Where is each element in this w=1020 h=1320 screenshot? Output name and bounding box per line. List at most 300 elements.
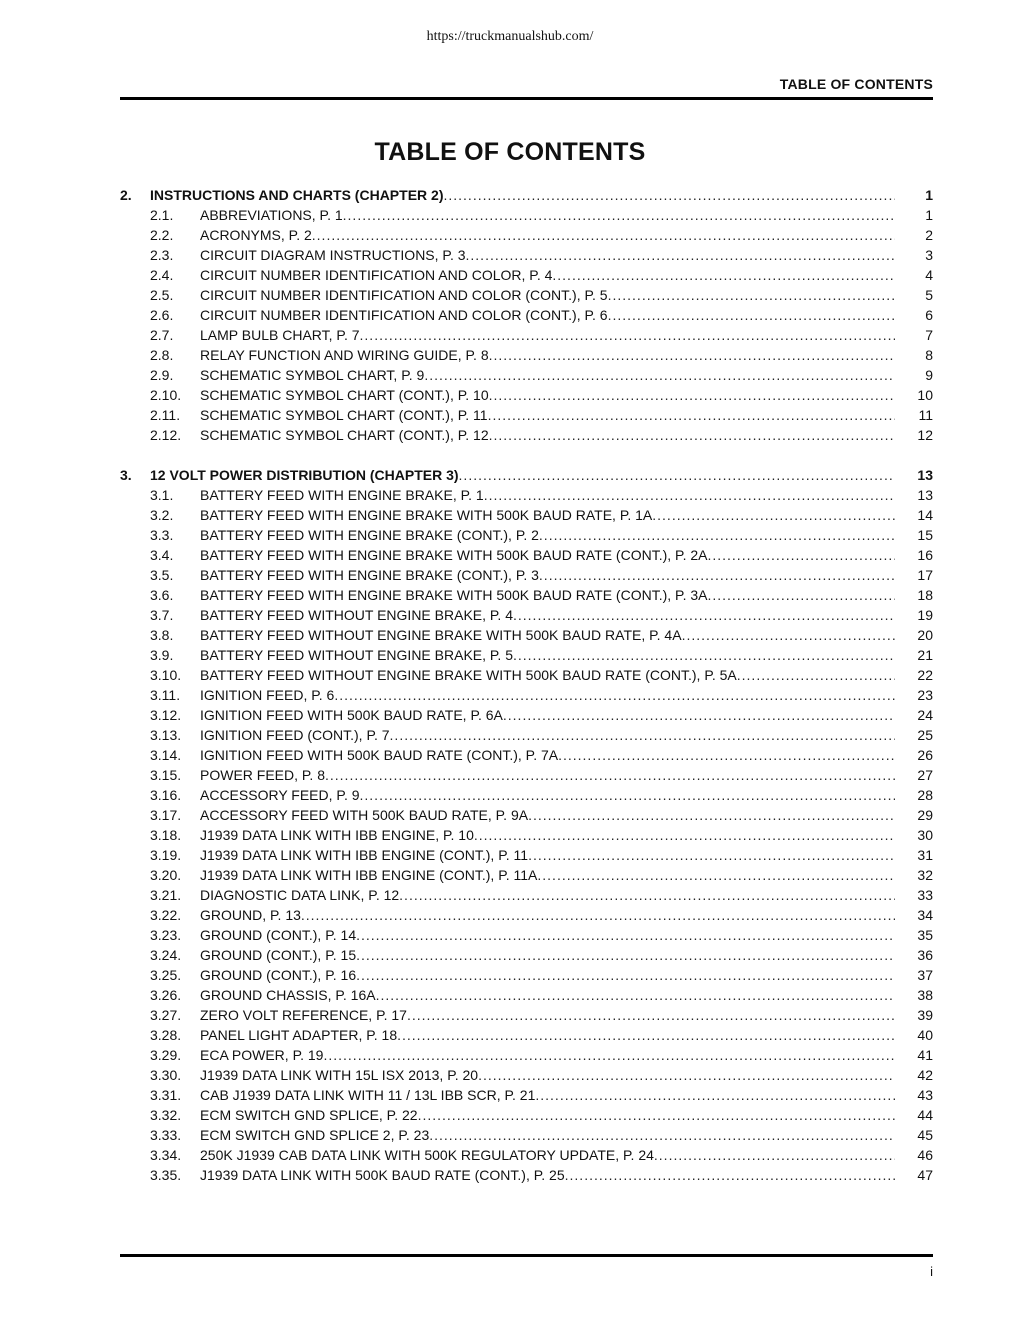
section-number: 3.21. [150, 887, 182, 903]
toc-section-entry[interactable] [120, 925, 933, 945]
section-page: 28 [917, 787, 933, 803]
section-number: 3.3. [150, 527, 174, 543]
toc-section-entry[interactable] [120, 585, 933, 605]
dot-leader [535, 1085, 895, 1105]
toc-section-entry[interactable] [120, 525, 933, 545]
chapter-title: 12 VOLT POWER DISTRIBUTION (CHAPTER 3) [150, 467, 459, 483]
section-title: GROUND, P. 13 [200, 907, 301, 923]
section-title-wrap [200, 1125, 895, 1145]
dot-leader [707, 545, 895, 565]
section-title: IGNITION FEED WITH 500K BAUD RATE (CONT.), P. 7A [200, 747, 559, 763]
dot-leader [376, 985, 895, 1005]
section-title: BATTERY FEED WITH ENGINE BRAKE, P. 1 [200, 487, 484, 503]
section-number: 3.27. [150, 1007, 182, 1023]
dot-leader [489, 385, 895, 405]
section-title: ACCESSORY FEED WITH 500K BAUD RATE, P. 9A [200, 807, 529, 823]
section-number: 3.30. [150, 1067, 182, 1083]
dot-leader [334, 685, 895, 705]
section-title-wrap [200, 885, 895, 905]
section-title: IGNITION FEED WITH 500K BAUD RATE, P. 6A [200, 707, 503, 723]
section-page: 44 [917, 1107, 933, 1123]
section-page: 6 [925, 307, 933, 323]
chapter-title: INSTRUCTIONS AND CHARTS (CHAPTER 2) [150, 187, 444, 203]
toc-section-entry[interactable] [120, 705, 933, 725]
section-number: 2.7. [150, 327, 174, 343]
section-page: 15 [917, 527, 933, 543]
section-number: 3.6. [150, 587, 174, 603]
section-number: 3.32. [150, 1107, 182, 1123]
section-title: BATTERY FEED WITH ENGINE BRAKE WITH 500K BAUD RATE, P. 1A [200, 507, 653, 523]
section-page: 47 [917, 1167, 933, 1183]
source-url: https://truckmanualshub.com/ [426, 29, 594, 44]
dot-leader [484, 485, 895, 505]
toc-section-entry[interactable] [120, 945, 933, 965]
section-title: J1939 DATA LINK WITH 500K BAUD RATE (CONT.), P. 25 [200, 1167, 565, 1183]
chapter-number: 2. [120, 187, 132, 203]
section-page: 46 [917, 1147, 933, 1163]
section-number: 3.33. [150, 1127, 182, 1143]
running-header: TABLE OF CONTENTS [779, 76, 933, 92]
section-title-wrap [200, 1085, 895, 1105]
section-title-wrap [200, 425, 895, 445]
section-title-wrap [200, 285, 895, 305]
section-title: SCHEMATIC SYMBOL CHART (CONT.), P. 10 [200, 387, 489, 403]
section-number: 3.8. [150, 627, 174, 643]
toc-section-entry[interactable] [120, 745, 933, 765]
dot-leader [418, 1105, 895, 1125]
dot-leader [654, 1145, 895, 1165]
section-number: 3.19. [150, 847, 182, 863]
dot-leader [488, 405, 895, 425]
section-number: 3.35. [150, 1167, 182, 1183]
section-title: CAB J1939 DATA LINK WITH 11 / 13L IBB SCR, P. 21 [200, 1087, 536, 1103]
section-number: 2.8. [150, 347, 174, 363]
section-number: 2.10. [150, 387, 182, 403]
section-title-wrap [200, 265, 895, 285]
section-number: 3.9. [150, 647, 174, 663]
section-title: BATTERY FEED WITHOUT ENGINE BRAKE WITH 500K BAUD RATE, P. 4A [200, 627, 682, 643]
section-page: 43 [917, 1087, 933, 1103]
section-title: LAMP BULB CHART, P. 7 [200, 327, 360, 343]
dot-leader [429, 1125, 895, 1145]
section-number: 3.16. [150, 787, 182, 803]
section-title: CIRCUIT DIAGRAM INSTRUCTIONS, P. 3 [200, 247, 466, 263]
toc-section-entry[interactable] [120, 1145, 933, 1165]
dot-leader [503, 705, 895, 725]
toc-section-entry[interactable] [120, 625, 933, 645]
section-title: SCHEMATIC SYMBOL CHART (CONT.), P. 11 [200, 407, 488, 423]
dot-leader [513, 645, 895, 665]
toc-chapter-entry[interactable] [120, 185, 933, 205]
section-page: 7 [925, 327, 933, 343]
dot-leader [312, 225, 895, 245]
toc-section-entry[interactable] [120, 345, 933, 365]
toc-section-entry[interactable] [120, 425, 933, 445]
dot-leader [539, 525, 895, 545]
section-title: CIRCUIT NUMBER IDENTIFICATION AND COLOR (CONT.), P. 6 [200, 307, 608, 323]
dot-leader [537, 865, 895, 885]
dot-leader [608, 285, 895, 305]
section-title: GROUND (CONT.), P. 15 [200, 947, 357, 963]
section-page: 39 [917, 1007, 933, 1023]
section-title-wrap [200, 945, 895, 965]
toc-chapter [120, 465, 933, 1185]
section-page: 1 [925, 207, 933, 223]
toc-section-entry[interactable] [120, 1025, 933, 1045]
section-title-wrap [200, 225, 895, 245]
section-page: 33 [917, 887, 933, 903]
section-page: 31 [917, 847, 933, 863]
section-title-wrap [200, 905, 895, 925]
section-page: 35 [917, 927, 933, 943]
dot-leader [356, 945, 895, 965]
section-number: 2.2. [150, 227, 174, 243]
section-number: 3.12. [150, 707, 182, 723]
section-title-wrap [200, 625, 895, 645]
toc-section-entry[interactable] [120, 1125, 933, 1145]
section-page: 16 [917, 547, 933, 563]
section-title-wrap [200, 825, 895, 845]
section-number: 3.22. [150, 907, 182, 923]
section-title-wrap [200, 565, 895, 585]
dot-leader [474, 825, 895, 845]
section-title-wrap [200, 245, 895, 265]
section-page: 25 [917, 727, 933, 743]
page-title: TABLE OF CONTENTS [374, 138, 646, 166]
section-title-wrap [200, 925, 895, 945]
toc-section-entry[interactable] [120, 305, 933, 325]
section-page: 30 [917, 827, 933, 843]
section-title: CIRCUIT NUMBER IDENTIFICATION AND COLOR, P. 4 [200, 267, 553, 283]
section-page: 8 [925, 347, 933, 363]
section-title-wrap [200, 405, 895, 425]
section-number: 3.25. [150, 967, 182, 983]
dot-leader [707, 585, 895, 605]
section-title-wrap [200, 1045, 895, 1065]
section-number: 2.12. [150, 427, 182, 443]
toc-section-entry[interactable] [120, 405, 933, 425]
chapter-title-wrap [150, 185, 895, 205]
dot-leader [489, 425, 895, 445]
toc-section-entry[interactable] [120, 985, 933, 1005]
section-page: 24 [917, 707, 933, 723]
dot-leader [323, 1045, 895, 1065]
section-page: 13 [917, 487, 933, 503]
toc-section-entry[interactable] [120, 485, 933, 505]
section-number: 3.15. [150, 767, 182, 783]
section-title: ECM SWITCH GND SPLICE 2, P. 23 [200, 1127, 430, 1143]
section-title-wrap [200, 585, 895, 605]
toc-section-entry[interactable] [120, 1045, 933, 1065]
section-number: 3.20. [150, 867, 182, 883]
toc-section-entry[interactable] [120, 785, 933, 805]
section-title: RELAY FUNCTION AND WIRING GUIDE, P. 8 [200, 347, 489, 363]
header-rule [120, 97, 933, 100]
section-title: SCHEMATIC SYMBOL CHART, P. 9 [200, 367, 425, 383]
dot-leader [489, 345, 895, 365]
toc-section-entry[interactable] [120, 1165, 933, 1185]
chapter-number: 3. [120, 467, 132, 483]
section-title: BATTERY FEED WITH ENGINE BRAKE (CONT.), P. 3 [200, 567, 539, 583]
section-title-wrap [200, 505, 895, 525]
section-title-wrap [200, 1105, 895, 1125]
section-title: GROUND (CONT.), P. 14 [200, 927, 357, 943]
toc-section-entry[interactable] [120, 245, 933, 265]
section-number: 2.9. [150, 367, 174, 383]
section-title-wrap [200, 545, 895, 565]
section-title: BATTERY FEED WITHOUT ENGINE BRAKE, P. 5 [200, 647, 513, 663]
section-page: 42 [917, 1067, 933, 1083]
section-page: 40 [917, 1027, 933, 1043]
section-title: IGNITION FEED, P. 6 [200, 687, 335, 703]
section-title-wrap [200, 1065, 895, 1085]
dot-leader [424, 365, 895, 385]
dot-leader [443, 185, 895, 205]
dot-leader [682, 625, 895, 645]
section-title: ACRONYMS, P. 2 [200, 227, 312, 243]
toc-section-entry[interactable] [120, 1085, 933, 1105]
section-title: BATTERY FEED WITH ENGINE BRAKE WITH 500K BAUD RATE (CONT.), P. 3A [200, 587, 708, 603]
section-title: ABBREVIATIONS, P. 1 [200, 207, 343, 223]
dot-leader [407, 1005, 895, 1025]
section-page: 34 [917, 907, 933, 923]
toc-section-entry[interactable] [120, 285, 933, 305]
section-title-wrap [200, 1165, 895, 1185]
section-page: 18 [917, 587, 933, 603]
section-title: BATTERY FEED WITH ENGINE BRAKE (CONT.), P. 2 [200, 527, 539, 543]
section-number: 2.5. [150, 287, 174, 303]
chapter-page: 1 [925, 187, 933, 203]
chapter-title-wrap [150, 465, 895, 485]
toc-section-entry[interactable] [120, 645, 933, 665]
section-title-wrap [200, 1145, 895, 1165]
section-title-wrap [200, 785, 895, 805]
toc-section-entry[interactable] [120, 885, 933, 905]
toc-chapter-entry[interactable] [120, 465, 933, 485]
section-title-wrap [200, 605, 895, 625]
dot-leader [558, 745, 895, 765]
section-page: 12 [917, 427, 933, 443]
section-number: 3.11. [150, 687, 181, 703]
section-page: 2 [925, 227, 933, 243]
section-number: 3.2. [150, 507, 174, 523]
section-title-wrap [200, 845, 895, 865]
section-title-wrap [200, 765, 895, 785]
section-number: 2.6. [150, 307, 174, 323]
section-title: ZERO VOLT REFERENCE, P. 17 [200, 1007, 407, 1023]
section-number: 3.14. [150, 747, 182, 763]
section-number: 3.24. [150, 947, 182, 963]
section-title-wrap [200, 385, 895, 405]
section-page: 10 [917, 387, 933, 403]
toc-section-entry[interactable] [120, 1005, 933, 1025]
section-number: 3.4. [150, 547, 174, 563]
section-title-wrap [200, 345, 895, 365]
section-title: DIAGNOSTIC DATA LINK, P. 12 [200, 887, 400, 903]
section-number: 3.29. [150, 1047, 182, 1063]
section-title: GROUND (CONT.), P. 16 [200, 967, 357, 983]
toc-section-entry[interactable] [120, 805, 933, 825]
section-title: PANEL LIGHT ADAPTER, P. 18 [200, 1027, 398, 1043]
section-page: 14 [917, 507, 933, 523]
toc-section-entry[interactable] [120, 765, 933, 785]
section-number: 3.26. [150, 987, 182, 1003]
toc-section-entry[interactable] [120, 605, 933, 625]
section-page: 32 [917, 867, 933, 883]
toc-section-entry[interactable] [120, 565, 933, 585]
section-title: SCHEMATIC SYMBOL CHART (CONT.), P. 12 [200, 427, 489, 443]
section-page: 22 [917, 667, 933, 683]
toc-section-entry[interactable] [120, 665, 933, 685]
page-number: i [930, 1264, 933, 1279]
section-number: 3.10. [150, 667, 182, 683]
section-page: 45 [917, 1127, 933, 1143]
dot-leader [399, 885, 895, 905]
section-number: 3.17. [150, 807, 182, 823]
dot-leader [737, 665, 895, 685]
section-title-wrap [200, 685, 895, 705]
toc-section-entry[interactable] [120, 325, 933, 345]
section-title: J1939 DATA LINK WITH IBB ENGINE (CONT.), P. 11A [200, 867, 538, 883]
section-title-wrap [200, 365, 895, 385]
section-title-wrap [200, 645, 895, 665]
dot-leader [539, 565, 895, 585]
toc-section-entry[interactable] [120, 1105, 933, 1125]
toc-section-entry[interactable] [120, 905, 933, 925]
section-page: 26 [917, 747, 933, 763]
section-number: 2.3. [150, 247, 174, 263]
section-title: POWER FEED, P. 8 [200, 767, 325, 783]
toc-section-entry[interactable] [120, 545, 933, 565]
section-title: BATTERY FEED WITH ENGINE BRAKE WITH 500K BAUD RATE (CONT.), P. 2A [200, 547, 708, 563]
toc-chapter [120, 185, 933, 445]
section-number: 3.1. [150, 487, 174, 503]
section-page: 9 [925, 367, 933, 383]
section-title-wrap [200, 525, 895, 545]
section-page: 38 [917, 987, 933, 1003]
section-title: GROUND CHASSIS, P. 16A [200, 987, 376, 1003]
section-title-wrap [200, 485, 895, 505]
dot-leader [528, 805, 895, 825]
toc-section-entry[interactable] [120, 865, 933, 885]
section-number: 3.23. [150, 927, 182, 943]
section-page: 5 [925, 287, 933, 303]
dot-leader [390, 725, 895, 745]
section-title-wrap [200, 325, 895, 345]
section-title-wrap [200, 1025, 895, 1045]
section-page: 3 [925, 247, 933, 263]
dot-leader [459, 465, 895, 485]
section-title: CIRCUIT NUMBER IDENTIFICATION AND COLOR (CONT.), P. 5 [200, 287, 608, 303]
dot-leader [608, 305, 895, 325]
toc-section-entry[interactable] [120, 205, 933, 225]
section-page: 21 [917, 647, 933, 663]
section-page: 4 [925, 267, 933, 283]
toc-section-entry[interactable] [120, 825, 933, 845]
section-title: ECM SWITCH GND SPLICE, P. 22 [200, 1107, 418, 1123]
dot-leader [552, 265, 895, 285]
dot-leader [397, 1025, 895, 1045]
section-number: 3.18. [150, 827, 182, 843]
section-title-wrap [200, 865, 895, 885]
dot-leader [478, 1065, 895, 1085]
section-page: 17 [917, 567, 933, 583]
section-title: ECA POWER, P. 19 [200, 1047, 324, 1063]
section-number: 2.11. [150, 407, 181, 423]
section-page: 27 [917, 767, 933, 783]
section-page: 37 [917, 967, 933, 983]
section-page: 29 [917, 807, 933, 823]
dot-leader [360, 325, 895, 345]
section-number: 2.1. [150, 207, 174, 223]
dot-leader [565, 1165, 895, 1185]
section-title-wrap [200, 805, 895, 825]
section-number: 3.13. [150, 727, 182, 743]
toc-section-entry[interactable] [120, 365, 933, 385]
toc-section-entry[interactable] [120, 265, 933, 285]
section-title-wrap [200, 1005, 895, 1025]
section-number: 3.31. [150, 1087, 182, 1103]
section-number: 3.5. [150, 567, 174, 583]
dot-leader [301, 905, 895, 925]
section-title-wrap [200, 705, 895, 725]
section-number: 3.7. [150, 607, 174, 623]
section-page: 19 [917, 607, 933, 623]
section-page: 36 [917, 947, 933, 963]
section-title: ACCESSORY FEED, P. 9 [200, 787, 360, 803]
toc-section-entry[interactable] [120, 505, 933, 525]
footer-rule [120, 1254, 933, 1257]
section-number: 3.34. [150, 1147, 182, 1163]
section-title: 250K J1939 CAB DATA LINK WITH 500K REGULATORY UPDATE, P. 24 [200, 1147, 654, 1163]
dot-leader [356, 925, 895, 945]
dot-leader [652, 505, 895, 525]
toc-section-entry[interactable] [120, 685, 933, 705]
section-page: 41 [917, 1047, 933, 1063]
section-number: 2.4. [150, 267, 174, 283]
section-title-wrap [200, 965, 895, 985]
dot-leader [528, 845, 895, 865]
toc-section-entry[interactable] [120, 1065, 933, 1085]
dot-leader [356, 965, 895, 985]
section-page: 11 [918, 407, 933, 423]
toc-section-entry[interactable] [120, 385, 933, 405]
section-title-wrap [200, 205, 895, 225]
section-title: BATTERY FEED WITHOUT ENGINE BRAKE WITH 500K BAUD RATE (CONT.), P. 5A [200, 667, 737, 683]
dot-leader [513, 605, 895, 625]
toc-section-entry[interactable] [120, 965, 933, 985]
section-title-wrap [200, 665, 895, 685]
section-title-wrap [200, 985, 895, 1005]
table-of-contents [120, 185, 933, 1205]
toc-section-entry[interactable] [120, 845, 933, 865]
dot-leader [343, 205, 895, 225]
dot-leader [466, 245, 895, 265]
toc-section-entry[interactable] [120, 225, 933, 245]
section-number: 3.28. [150, 1027, 182, 1043]
section-title-wrap [200, 725, 895, 745]
section-title: BATTERY FEED WITHOUT ENGINE BRAKE, P. 4 [200, 607, 513, 623]
dot-leader [325, 765, 895, 785]
section-title: IGNITION FEED (CONT.), P. 7 [200, 727, 390, 743]
chapter-page: 13 [917, 467, 933, 483]
dot-leader [360, 785, 895, 805]
section-title: J1939 DATA LINK WITH IBB ENGINE, P. 10 [200, 827, 474, 843]
section-title: J1939 DATA LINK WITH 15L ISX 2013, P. 20 [200, 1067, 479, 1083]
toc-section-entry[interactable] [120, 725, 933, 745]
section-title-wrap [200, 305, 895, 325]
section-title-wrap [200, 745, 895, 765]
